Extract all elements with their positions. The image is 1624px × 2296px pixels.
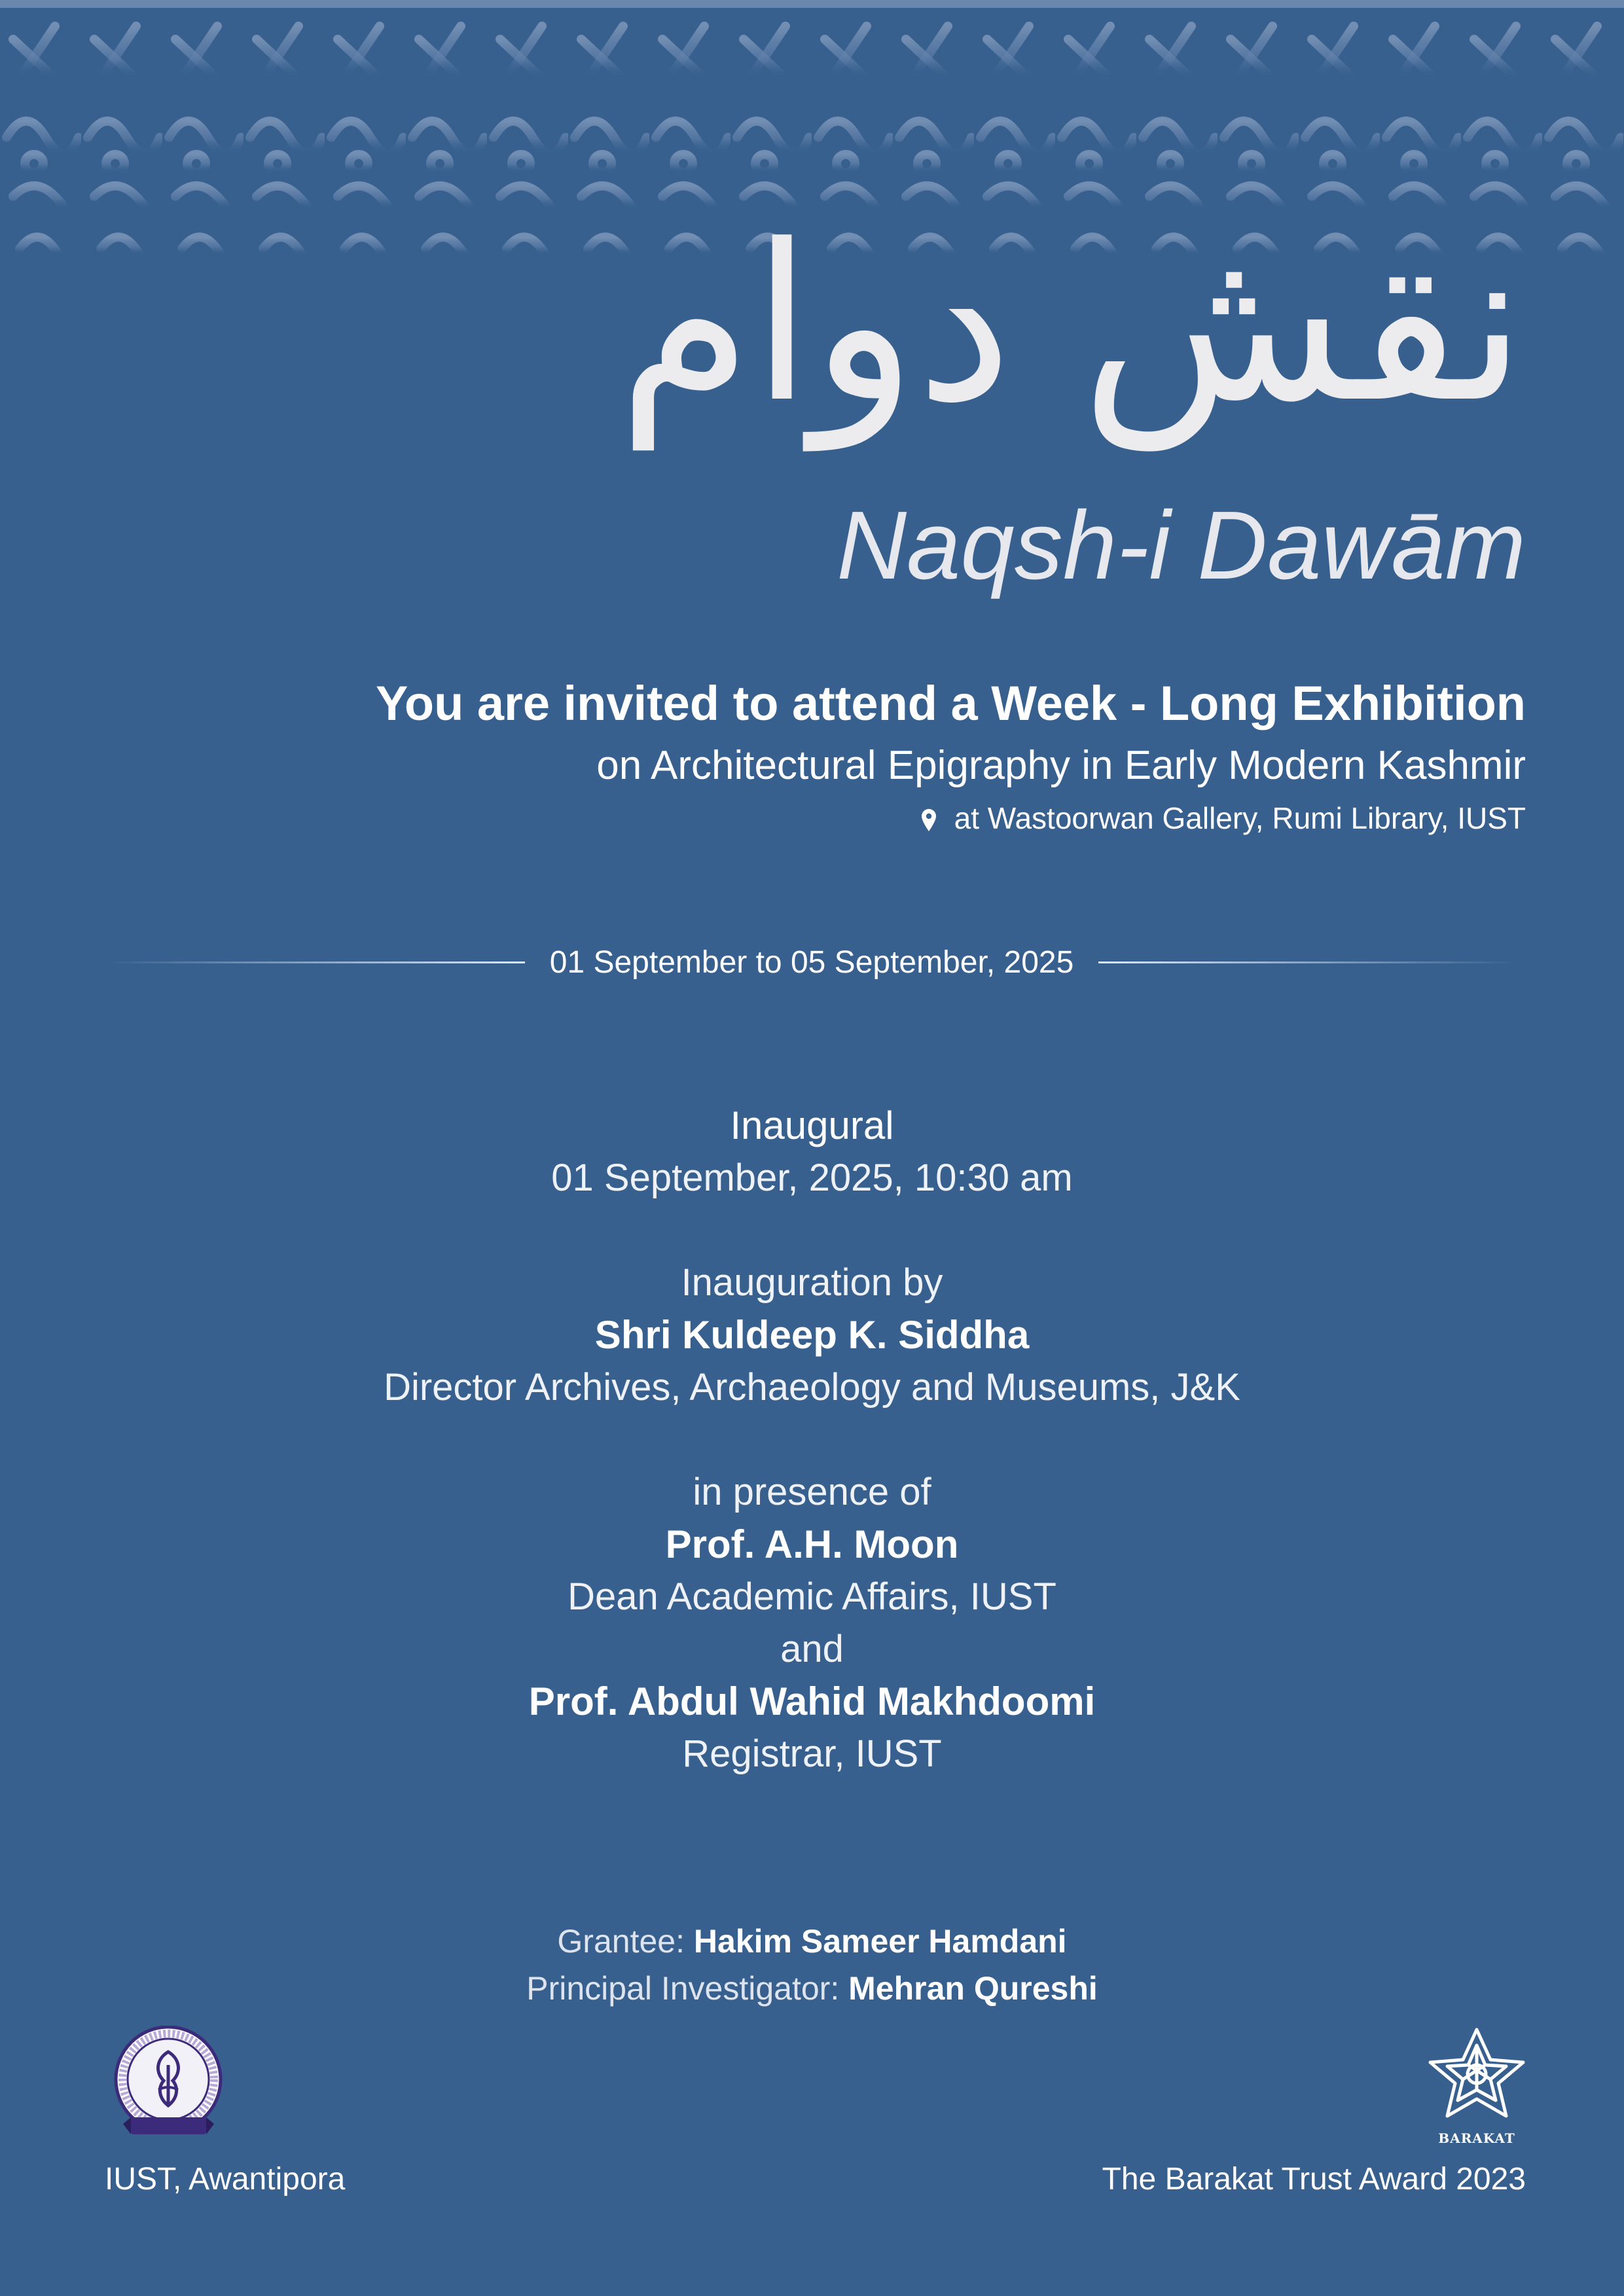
transliterated-title: Naqsh-i Dawām [837, 492, 1526, 600]
venue-line [86, 795, 1526, 844]
iust-seal-icon [111, 2026, 226, 2140]
barakat-logo-wordmark: BARAKAT [1438, 2130, 1515, 2146]
location-pin-icon [922, 798, 936, 844]
arabic-title: نقش دوام [618, 198, 1526, 450]
iust-caption: IUST, Awantipora [105, 2162, 346, 2197]
exhibition-topic: on Architectural Epigraphy in Early Modern Kashmir [596, 743, 1526, 788]
venue-text: at Wastoorwan Gallery, Rumi Library, IUST [954, 801, 1526, 835]
invitation-block [86, 671, 1526, 844]
barakat-award-caption: The Barakat Trust Award 2023 [1102, 2162, 1526, 2197]
divider-right [1098, 961, 1519, 963]
principal-investigator-label: Principal Investigator: [526, 1970, 840, 2007]
grantee-label: Grantee: [557, 1923, 685, 1960]
exhibition-dates: 01 September to 05 September, 2025 [549, 944, 1074, 980]
guest-name-2: Prof. Abdul Wahid Makhdoomi [528, 1679, 1096, 1723]
project-credits [0, 1918, 1624, 2012]
inaugural-datetime: 01 September, 2025, 10:30 am [551, 1157, 1073, 1199]
principal-investigator-name: Mehran Qureshi [848, 1970, 1098, 2007]
conjunction-and: and [780, 1628, 844, 1670]
presence-label: in presence of [693, 1471, 931, 1513]
divider-left [105, 961, 525, 963]
chief-guest-title: Director Archives, Archaeology and Museums, J&K [384, 1366, 1240, 1408]
inauguration-by-label: Inauguration by [681, 1261, 943, 1304]
invitation-headline: You are invited to attend a Week - Long Exhibition [376, 676, 1526, 730]
guest-title-2: Registrar, IUST [682, 1732, 942, 1775]
grantee-line [0, 1918, 1624, 1965]
exhibition-dates-row [105, 939, 1519, 985]
guest-title: Dean Academic Affairs, IUST [568, 1575, 1056, 1618]
inaugural-program [0, 1100, 1624, 1780]
guest-name: Prof. A.H. Moon [665, 1522, 959, 1566]
principal-investigator-line [0, 1965, 1624, 2012]
grantee-name: Hakim Sameer Hamdani [693, 1923, 1067, 1960]
inaugural-label: Inaugural [730, 1103, 894, 1147]
chief-guest-name: Shri Kuldeep K. Siddha [594, 1313, 1030, 1357]
